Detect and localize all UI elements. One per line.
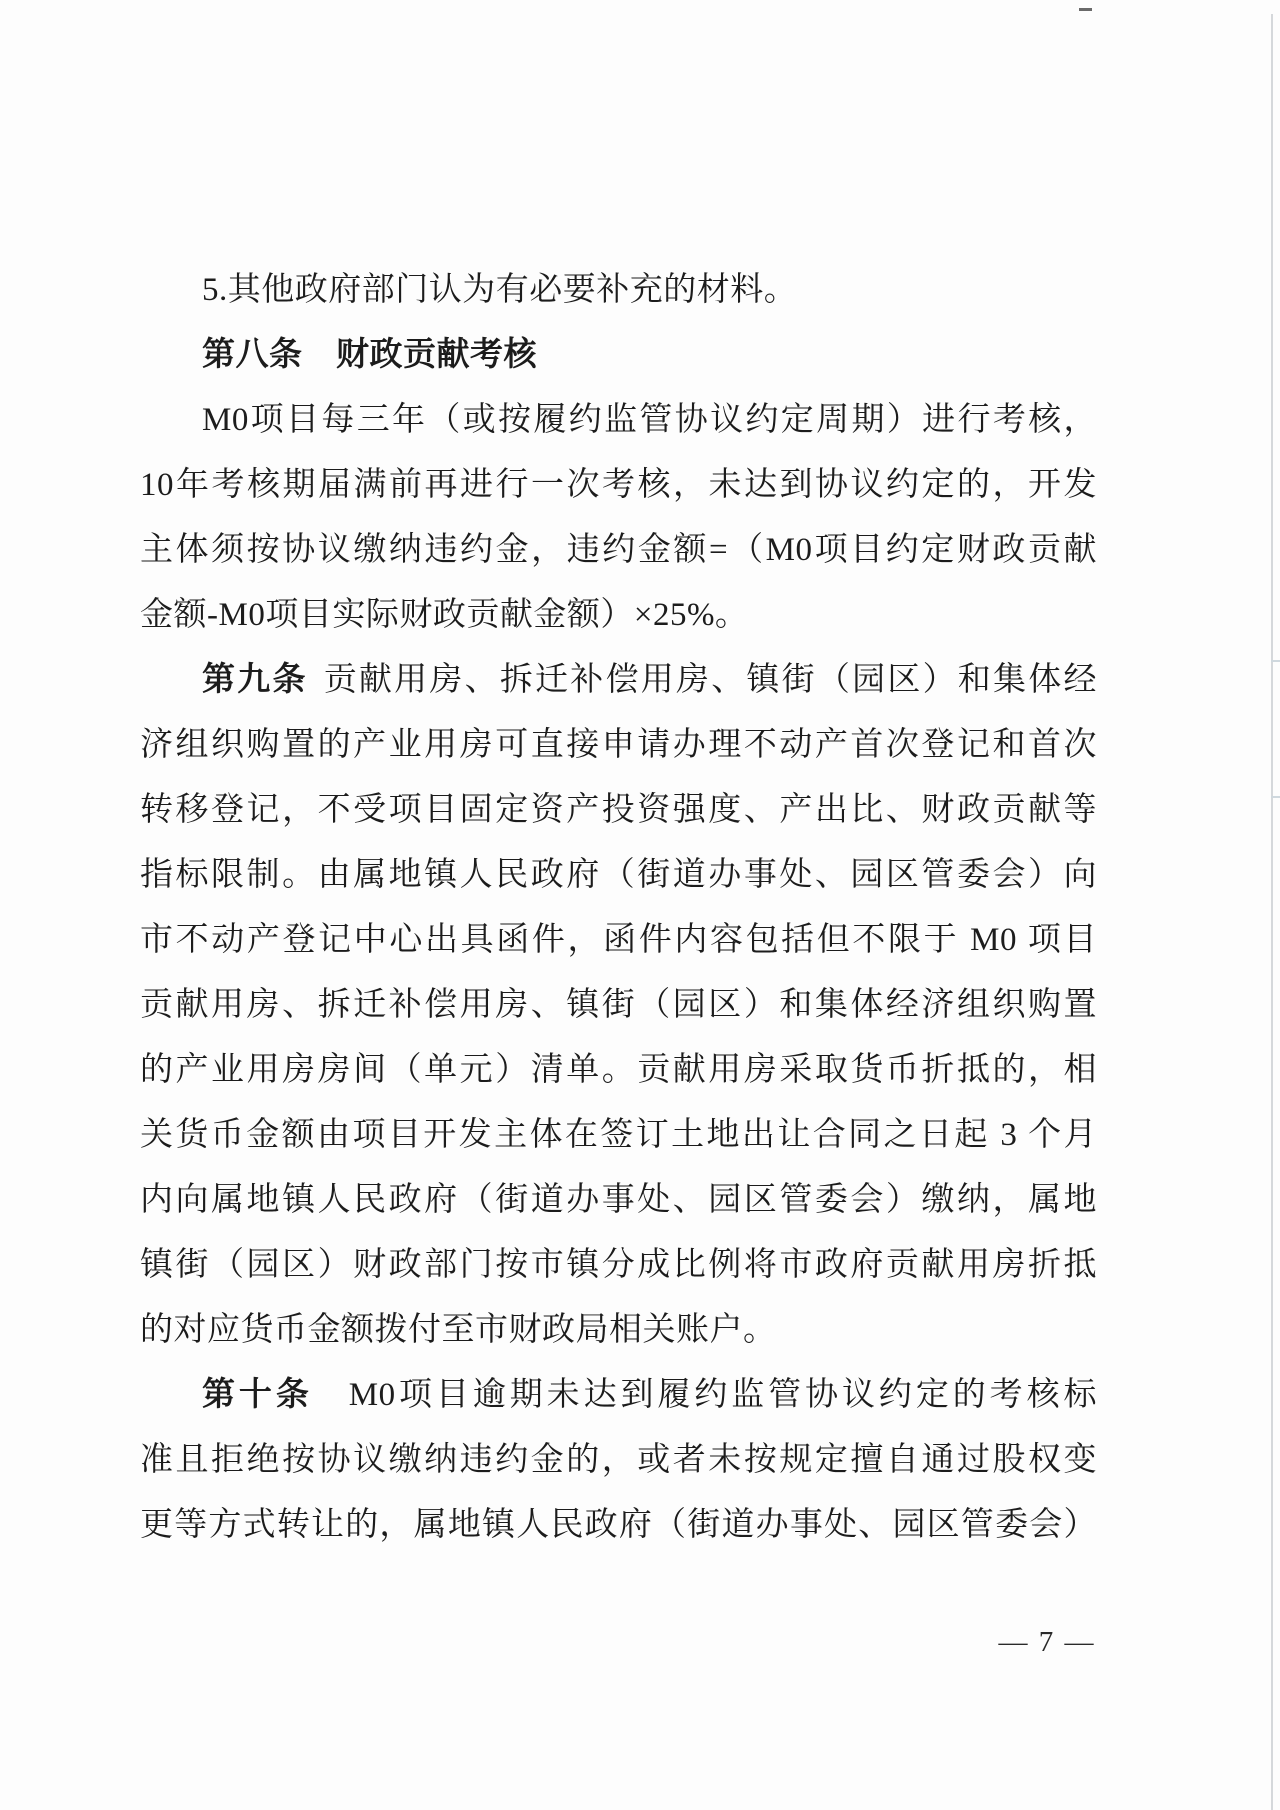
article-start-line xyxy=(140,648,1097,713)
text-line xyxy=(140,518,1097,583)
text-line-content: 5.其他政府部门认为有必要补充的材料。 xyxy=(202,272,798,308)
text-line-content: 准且拒绝按协议缴纳违约金的，或者未按规定擅自通过股权变 xyxy=(140,1442,1097,1478)
text-line xyxy=(140,1103,1097,1168)
article-start-line xyxy=(140,1363,1097,1428)
text-line xyxy=(140,1233,1097,1298)
text-line-content: 金额-M0项目实际财政贡献金额）×25%。 xyxy=(140,597,749,633)
text-line xyxy=(140,1038,1097,1103)
article-heading-line xyxy=(140,323,1097,388)
text-line-content: 的产业用房房间（单元）清单。贡献用房采取货币折抵的，相 xyxy=(140,1052,1097,1088)
text-line-content: 的对应货币金额拨付至市财政局相关账户。 xyxy=(140,1312,777,1348)
text-line-content: 镇街（园区）财政部门按市镇分成比例将市政府贡献用房折抵 xyxy=(140,1247,1097,1283)
text-line xyxy=(140,1428,1097,1493)
text-line xyxy=(140,908,1097,973)
text-line xyxy=(140,388,1097,453)
scan-mark xyxy=(1079,8,1092,11)
scan-mark xyxy=(1271,796,1280,798)
text-line xyxy=(140,1298,1097,1363)
text-line xyxy=(140,583,1097,648)
text-line-content: 济组织购置的产业用房可直接申请办理不动产首次登记和首次 xyxy=(140,727,1097,763)
text-line xyxy=(140,843,1097,908)
page-number: — 7 — xyxy=(998,1626,1096,1658)
text-line-content: 10年考核期届满前再进行一次考核，未达到协议约定的，开发 xyxy=(140,467,1097,503)
scan-edge-line xyxy=(1271,14,1273,1810)
text-line-content: 贡献用房、拆迁补偿用房、镇街（园区）和集体经济组织购置 xyxy=(140,987,1097,1023)
text-line xyxy=(140,1493,1097,1558)
scan-mark xyxy=(1271,660,1280,662)
text-line-content: 关货币金额由项目开发主体在签订土地出让合同之日起 3 个月 xyxy=(140,1117,1097,1153)
text-line-content: 内向属地镇人民政府（街道办事处、园区管委会）缴纳，属地 xyxy=(140,1182,1097,1218)
text-line xyxy=(140,713,1097,778)
text-line-content: M0项目逾期未达到履约监管协议约定的考核标 xyxy=(348,1377,1097,1413)
text-line-content: 主体须按协议缴纳违约金，违约金额=（M0项目约定财政贡献 xyxy=(140,532,1097,568)
text-line xyxy=(140,453,1097,518)
text-line-content: M0项目每三年（或按履约监管协议约定周期）进行考核， xyxy=(202,402,1097,438)
text-line xyxy=(140,258,1097,323)
text-line xyxy=(140,778,1097,843)
text-line-content: 更等方式转让的，属地镇人民政府（街道办事处、园区管委会） xyxy=(140,1507,1097,1543)
document-text-block xyxy=(140,258,1097,1558)
article-heading: 第八条 财政贡献考核 xyxy=(202,337,537,373)
text-line-content: 转移登记，不受项目固定资产投资强度、产出比、财政贡献等 xyxy=(140,792,1097,828)
text-line-content: 市不动产登记中心出具函件，函件内容包括但不限于 M0 项目 xyxy=(140,922,1097,958)
text-line-content: 指标限制。由属地镇人民政府（街道办事处、园区管委会）向 xyxy=(140,857,1097,893)
article-heading: 第九条 xyxy=(202,662,308,698)
text-line-content: 贡献用房、拆迁补偿用房、镇街（园区）和集体经 xyxy=(323,662,1097,698)
article-heading: 第十条 xyxy=(202,1377,313,1413)
text-line xyxy=(140,1168,1097,1233)
text-line xyxy=(140,973,1097,1038)
